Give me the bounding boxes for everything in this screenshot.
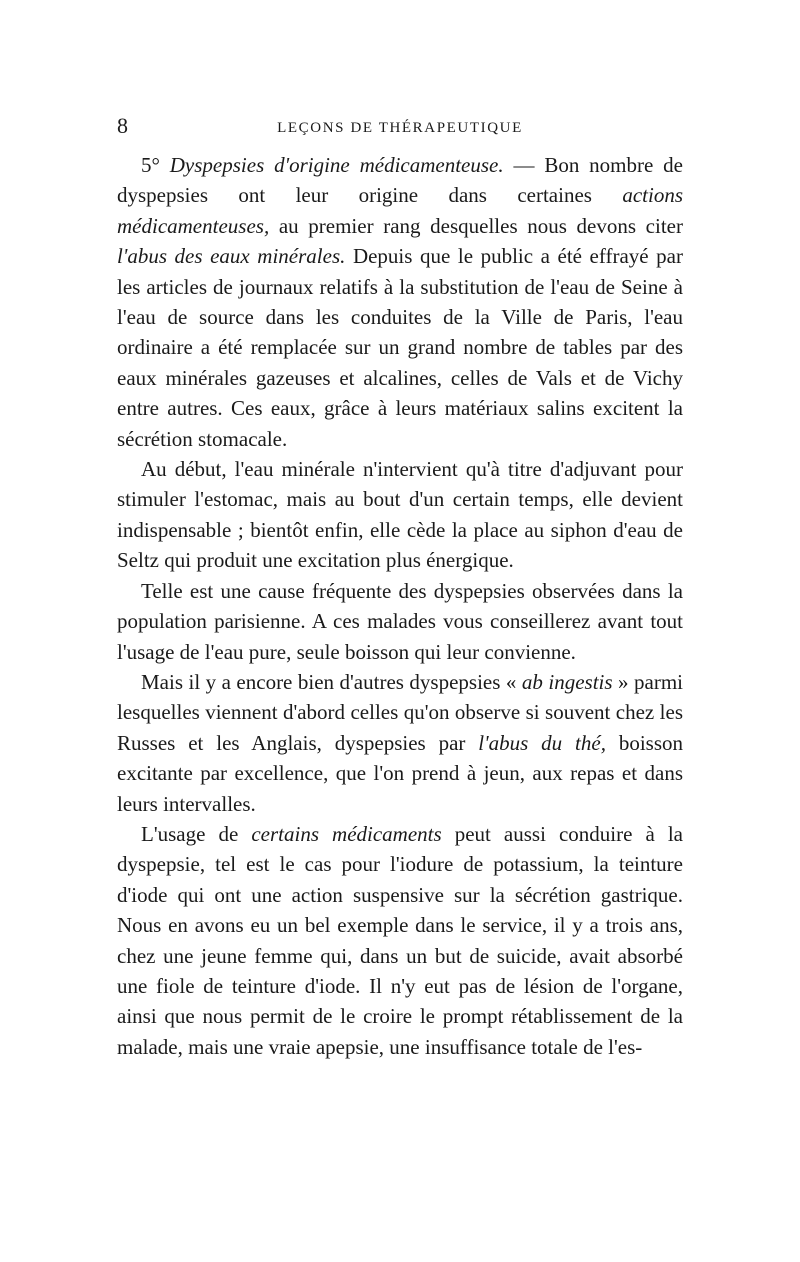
text-run: boisson excitante par excellence, que l'on prend à jeun, aux repas et dans leurs intervalles.: [117, 730, 684, 816]
paragraph-3: [117, 576, 683, 667]
text-run: — Bon nombre de dyspepsies ont leur origine dans certaines: [117, 153, 683, 208]
page-number: 8: [117, 113, 128, 138]
text-run: au premier rang desquelles nous devons citer: [269, 213, 683, 238]
text-run: L'usage de: [141, 821, 252, 846]
running-title: LEÇONS DE THÉRAPEUTIQUE: [277, 120, 523, 136]
section-number: 5°: [141, 153, 160, 177]
text-run: Au début, l'eau minérale n'intervient qu'à titre d'adjuvant pour stimuler l'estomac, mais au bout d'un certain temps, elle devient indispensable ; bientôt enfin, elle cède la place au siphon d'eau de Seltz qui produit une excitation plus énergique.: [117, 457, 683, 573]
paragraph-1: [117, 150, 683, 454]
italic-run: l'abus des eaux minérales.: [117, 244, 346, 269]
paragraph-2: [117, 454, 683, 576]
body-text: [117, 150, 683, 1062]
italic-run: actions médicamenteuses,: [117, 183, 683, 238]
paragraph-5: [117, 819, 683, 1062]
text-run: Mais il y a encore bien d'autres dyspepsies «: [141, 669, 522, 694]
italic-run: ab ingestis: [521, 669, 613, 694]
section-title: Dyspepsies d'origine médicamenteuse.: [169, 153, 504, 177]
text-run: peut aussi conduire à la dyspepsie, tel est le cas pour l'iodure de potassium, la teinture d'iode qui ont une action suspensive sur la sécrétion gastrique. Nous en avons eu un bel exemple dans le service, il y a trois ans, chez une jeune femme qui, dans un but de suicide, avait absorbé une fiole de teinture d'iode. Il n'y eut pas de lésion de l'organe, ainsi que nous permit de le croire le prompt rétablissement de la malade, mais une vraie apepsie, une insuffisance totale de l'es-: [117, 821, 684, 1059]
text-run: » parmi lesquelles viennent d'abord celles qu'on observe si souvent chez les Russes et les Anglais, dyspepsies par: [117, 669, 683, 755]
italic-run: l'abus du thé,: [478, 730, 606, 755]
text-run: Depuis que le public a été effrayé par les articles de journaux relatifs à la substitution de l'eau de Seine à l'eau de source dans les conduites de la Ville de Paris, l'eau ordinaire a été remplacée sur un grand nombre de tables par des eaux minérales gazeuses et alcalines, celles de Vals et de Vichy entre autres. Ces eaux, grâce à leurs matériaux salins excitent la sécrétion stomacale.: [117, 244, 683, 451]
paragraph-4: [117, 667, 683, 819]
text-run: Telle est une cause fréquente des dyspepsies observées dans la population parisienne. A ces malades vous conseillerez avant tout l'usage de l'eau pure, seule boisson qui leur convienne.: [117, 578, 683, 664]
italic-run: certains médicaments: [251, 821, 442, 846]
running-head: [117, 114, 683, 142]
